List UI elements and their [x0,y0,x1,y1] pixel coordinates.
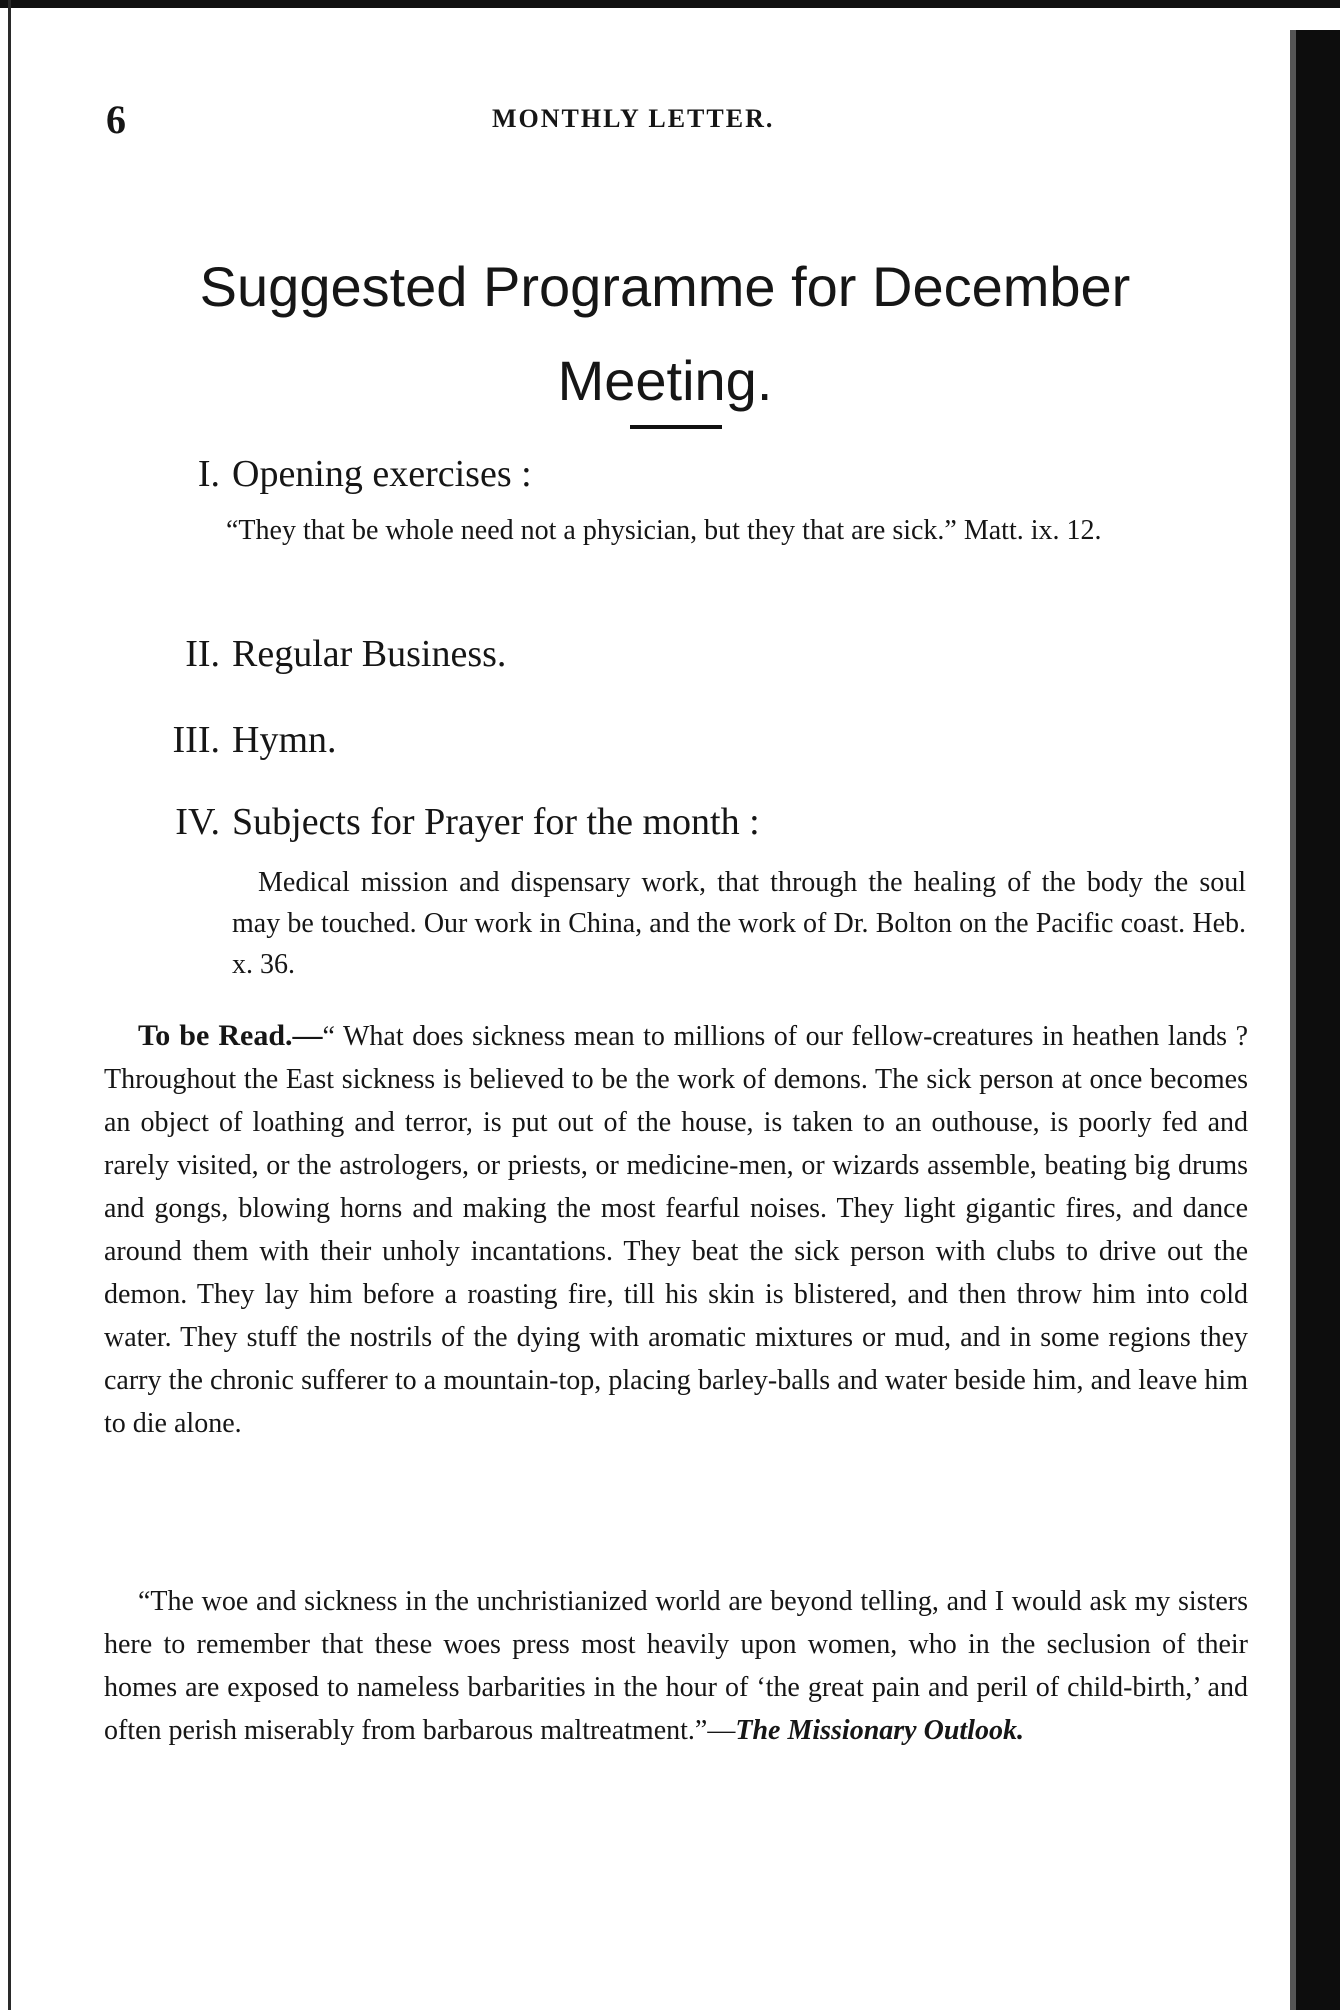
reading-paragraph-2 [104,1580,1248,1752]
item-label: Opening exercises : [232,453,532,495]
reading-paragraph-1 [104,1014,1248,1445]
item-1-detail: “They that be whole need not a physician, but they that are sick.” Matt. ix. 12. [226,515,1102,546]
item-numeral: I. [197,453,220,495]
reading-text-1: “ What does sickness mean to millions of our fellow-creatures in heathen lands ? Throughout the East sickness is believed to be the work of demons. The sick person at once becomes an object of loathing and terror, is put out of the house, is taken to an outhouse, is poorly fed and rarely visited, or the astrologers, or priests, or medicine-men, or wizards assemble, beating big drums and gongs, blowing horns and making the most fearful noises. They light gigantic fires, and dance around them with their unholy incantations. They beat the sick person with clubs to drive out the demon. They lay him before a roasting fire, till his skin is blistered, and then throw him into cold water. They stuff the nostrils of the dying with aromatic mixtures or mud, and in some regions they carry the chronic sufferer to a mountain-top, placing barley-balls and water beside him, and leave him to die alone. [104,1021,1249,1439]
reading-text-2: “The woe and sickness in the unchristianized world are beyond telling, and I would ask my sisters here to remember that these woes press most heavily upon women, who in the seclusion of their homes are exposed to nameless barbarities in the hour of ‘the great pain and peril of child-birth,’ and often perish miserably from barbarous maltreatment.”— [104,1586,1248,1746]
item-numeral: III. [172,719,220,761]
item-label: Subjects for Prayer for the month : [232,801,760,843]
item-4-detail: Medical mission and dispensary work, that through the healing of the body the soul may be touched. Our work in China, and the work of Dr. Bolton on the Pacific coast. Heb. x. 36. [232,867,1246,980]
title-divider [630,425,722,429]
binding-shadow [1296,30,1340,2010]
left-border [8,0,11,2010]
item-label: Hymn. [232,719,337,761]
item-numeral: IV. [175,801,220,843]
item-numeral: II. [185,633,220,675]
running-title: MONTHLY LETTER. [492,104,775,133]
reading-lead: To be Read.— [138,1019,323,1052]
top-border [0,0,1340,8]
page-title: Suggested Programme for December Meeting. [199,255,1131,412]
page-number: 6 [106,97,126,142]
item-label: Regular Business. [232,633,507,675]
reading-source: The Missionary Outlook. [735,1715,1024,1746]
